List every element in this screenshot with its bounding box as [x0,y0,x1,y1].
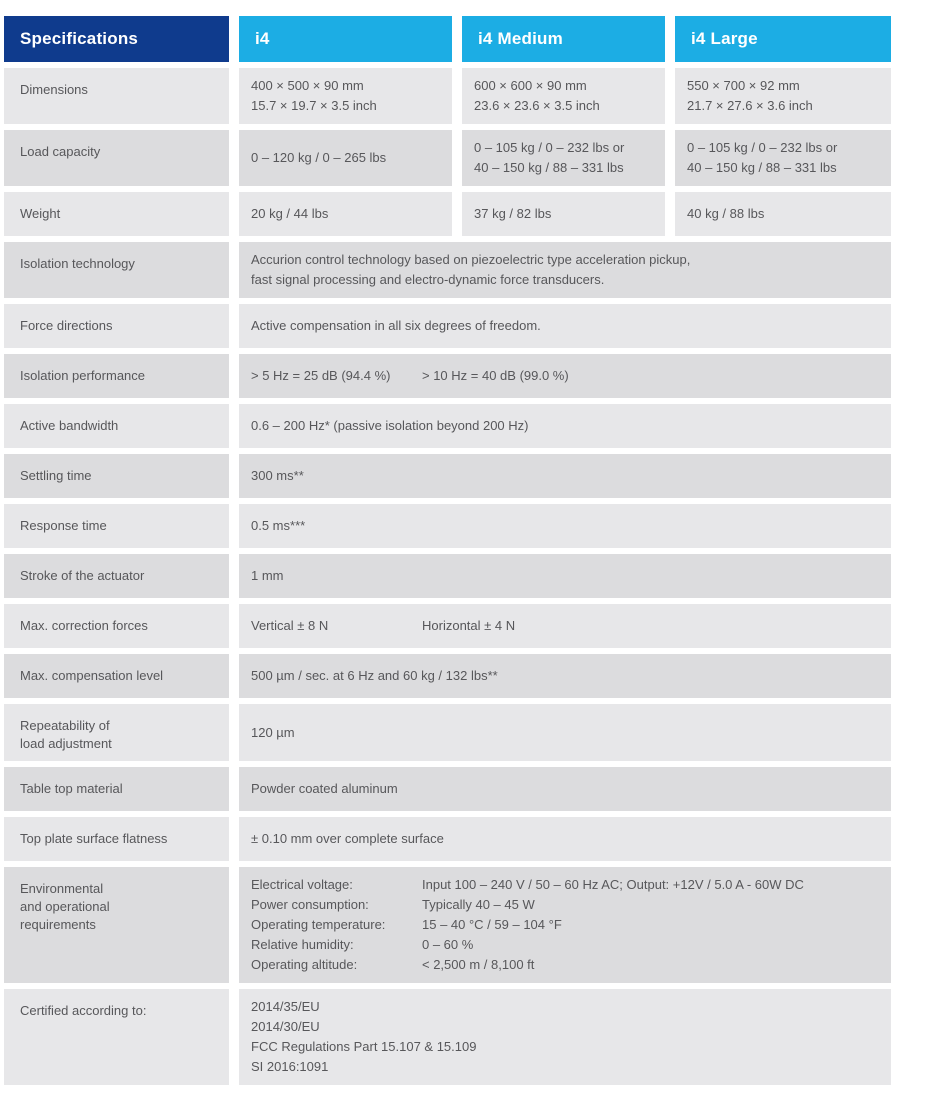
spec-row [4,867,891,983]
spec-kv-key: Relative humidity: [251,937,354,952]
row-label-line: Active bandwidth [20,418,119,433]
spec-value-cell [675,130,891,186]
spec-value-line: 0 – 105 kg / 0 – 232 lbs or [687,140,838,155]
row-label-line: Response time [20,518,107,533]
spec-value-line: 40 kg / 88 lbs [687,206,765,221]
row-label-line: Isolation performance [20,368,146,383]
row-label-line: Dimensions [20,82,88,97]
spec-value-cell [239,404,891,448]
spec-value-line: 15.7 × 19.7 × 3.5 inch [251,98,377,113]
spec-value-line [251,366,881,386]
spec-value-segment: Horizontal ± 4 N [422,618,516,633]
row-label-line: Top plate surface flatness [20,831,168,846]
spec-value-segment: > 5 Hz = 25 dB (94.4 %) [251,368,391,383]
spec-value-line: 300 ms** [251,468,304,483]
spec-value-line: 0 – 120 kg / 0 – 265 lbs [251,150,387,165]
spec-kv-row [251,935,881,955]
spec-kv-row [251,875,881,895]
spec-kv-key: Power consumption: [251,897,369,912]
spec-row [4,767,891,811]
row-label [4,130,229,186]
spec-value-cell [675,192,891,236]
spec-value-line: Powder coated aluminum [251,781,398,796]
row-label-line: Weight [20,206,61,221]
specifications-table [4,16,891,1085]
row-label-line: Certified according to: [20,1003,147,1018]
row-label-line: Force directions [20,318,113,333]
row-label [4,454,229,498]
spec-value-line: SI 2016:1091 [251,1059,329,1074]
spec-value-line: 600 × 600 × 90 mm [474,78,587,93]
spec-row [4,242,891,298]
spec-row [4,989,891,1085]
spec-value-line: 0.5 ms*** [251,518,306,533]
spec-value-cell [239,989,891,1085]
spec-value-cell [239,130,452,186]
spec-row [4,354,891,398]
row-label-line: Load capacity [20,144,101,159]
header-cell-i4-large: i4 Large [675,16,891,62]
spec-value-line: Accurion control technology based on piezoelectric type acceleration pickup, [251,252,691,267]
row-label [4,404,229,448]
spec-kv-value: < 2,500 m / 8,100 ft [422,957,535,972]
spec-value-cell [239,454,891,498]
spec-value-cell [239,68,452,124]
row-label [4,354,229,398]
spec-value-line: 0 – 105 kg / 0 – 232 lbs or [474,140,625,155]
spec-value-line: 2014/30/EU [251,1019,320,1034]
row-label-line: load adjustment [20,736,112,751]
spec-value-line: Active compensation in all six degrees of freedom. [251,318,541,333]
row-label [4,554,229,598]
spec-row [4,130,891,186]
spec-value-cell [462,192,665,236]
spec-value-cell [239,192,452,236]
spec-value-cell [239,242,891,298]
spec-value-cell [239,354,891,398]
spec-row [4,192,891,236]
spec-value-line: 20 kg / 44 lbs [251,206,329,221]
spec-value-line: FCC Regulations Part 15.107 & 15.109 [251,1039,477,1054]
row-label-line: Max. correction forces [20,618,148,633]
row-label-line: Settling time [20,468,92,483]
spec-value-cell [239,604,891,648]
spec-value-line [251,616,881,636]
spec-kv-key: Operating temperature: [251,917,386,932]
table-body [4,68,891,1085]
spec-kv-key: Electrical voltage: [251,877,353,892]
spec-row [4,404,891,448]
spec-value-line: 120 µm [251,724,295,740]
row-label [4,989,229,1085]
spec-value-cell [239,817,891,861]
spec-row [4,654,891,698]
spec-value-line: 0.6 – 200 Hz* (passive isolation beyond 200 Hz) [251,418,529,433]
spec-row [4,68,891,124]
row-label [4,192,229,236]
spec-value-cell [239,504,891,548]
spec-value-line: 37 kg / 82 lbs [474,206,552,221]
spec-kv-value: 15 – 40 °C / 59 – 104 °F [422,917,562,932]
row-label [4,767,229,811]
spec-kv-value: Typically 40 – 45 W [422,897,535,912]
spec-row [4,817,891,861]
spec-value-segment: Vertical ± 8 N [251,618,329,633]
row-label [4,654,229,698]
row-label [4,504,229,548]
spec-value-line: 23.6 × 23.6 × 3.5 inch [474,98,600,113]
spec-kv-row [251,895,881,915]
table-header-row [4,16,891,62]
header-cell-specifications: Specifications [4,16,229,62]
spec-value-cell [239,304,891,348]
row-label-line: Stroke of the actuator [20,568,145,583]
row-label [4,304,229,348]
spec-value-line: 2014/35/EU [251,999,320,1014]
row-label-line: and operational [20,899,110,914]
spec-kv-value: 0 – 60 % [422,937,474,952]
spec-value-line: 40 – 150 kg / 88 – 331 lbs [474,160,624,175]
row-label [4,242,229,298]
spec-row [4,504,891,548]
spec-value-cell [239,867,891,983]
spec-value-line: 1 mm [251,568,284,583]
spec-value-cell [239,554,891,598]
spec-kv-value: Input 100 – 240 V / 50 – 60 Hz AC; Output: +12V / 5.0 A - 60W DC [422,877,804,892]
spec-value-cell [462,130,665,186]
row-label [4,704,229,761]
row-label [4,817,229,861]
spec-value-line: 40 – 150 kg / 88 – 331 lbs [687,160,837,175]
spec-value-cell [239,767,891,811]
row-label-line: Table top material [20,781,123,796]
spec-row [4,454,891,498]
spec-value-line: 400 × 500 × 90 mm [251,78,364,93]
spec-row [4,704,891,761]
spec-value-cell [462,68,665,124]
row-label-line: Isolation technology [20,256,135,271]
row-label [4,68,229,124]
row-label [4,867,229,983]
spec-row [4,554,891,598]
spec-value-line: ± 0.10 mm over complete surface [251,831,444,846]
spec-value-cell [675,68,891,124]
spec-value-line: 500 µm / sec. at 6 Hz and 60 kg / 132 lbs** [251,668,498,683]
spec-kv-row [251,915,881,935]
spec-row [4,604,891,648]
row-label-line: Max. compensation level [20,668,164,683]
spec-value-line: 550 × 700 × 92 mm [687,78,800,93]
row-label-line: requirements [20,917,96,932]
spec-row [4,304,891,348]
spec-kv-row [251,955,881,975]
spec-value-line: 21.7 × 27.6 × 3.6 inch [687,98,813,113]
row-label-line: Repeatability of [20,718,110,733]
spec-value-cell [239,704,891,761]
spec-value-line: fast signal processing and electro-dynamic force transducers. [251,272,605,287]
header-cell-i4: i4 [239,16,452,62]
row-label [4,604,229,648]
spec-value-segment: > 10 Hz = 40 dB (99.0 %) [422,368,569,383]
spec-kv-key: Operating altitude: [251,957,358,972]
header-cell-i4-medium: i4 Medium [462,16,665,62]
spec-value-cell [239,654,891,698]
row-label-line: Environmental [20,881,104,896]
